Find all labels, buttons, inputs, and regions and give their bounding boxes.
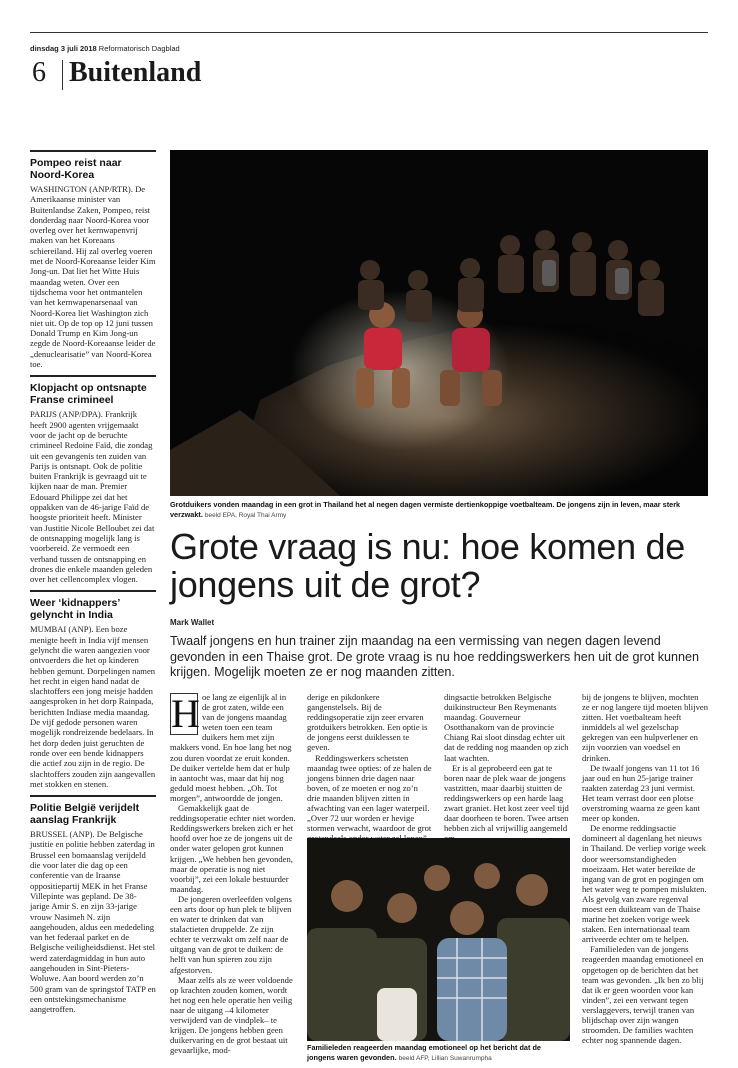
brief-body: WASHINGTON (ANP/RTR). De Amerikaanse minister van Buitenlandse Zaken, Pompeo, reist donderdag naar Noord-Korea voor overleg over het kernwapenvrij maken van het Koreaans schiereiland. Hij zal overleg voeren met de Noord-Koreaanse leider Kim Jong-un. Dat liet het Witte Huis maandag weten. Over een tijdschema voor het ontmantelen van het kernwapenarsenaal van Noord-Korea liet Washington zich niet uit. Op de top op 12 juni tussen Donald Trump en Kim Jong-un zegde de Noord-Koreaanse leider de „denuclearisatie” van Noord-Korea toe. (30, 184, 156, 370)
brief-title: Politie België verijdelt aanslag Frankrijk (30, 802, 140, 827)
article-column-3 (444, 692, 570, 843)
byline: Mark Wallet (170, 618, 215, 627)
relatives-photo-illustration (307, 838, 570, 1041)
paragraph: Er is al geprobeerd een gat te boren naar de plek waar de jongens vastzitten, maar daarbij stuitten de reddingswerkers op een harde laag zwart graniet. Het kost zeer veel tijd daar doorheen te boren. Twee artsen hebben zich al vrijwillig aangemeld (444, 762, 569, 834)
issue-date: dinsdag 3 juli 2018 (30, 44, 97, 53)
paragraph: Maar zelfs als ze weer voldoende op krachten zouden komen, wordt het nog een hele operatie hen veilig naar de uitgang –4 kilometer verwijderd van de vindplek– te krijgen. De jongens hebben geen duikervaring en de grot bestaat uit gevaarlijke, mod- (170, 974, 293, 1056)
paragraph: Reddingswerkers schetsten maandag twee opties: of ze halen de jongens binnen drie dagen naar boven, of ze moeten er nog zo’n drie maanden blijven zitten in afwachting van een lager waterpeil. „Over 72 uur worden er hevige stormen verwacht, waardoor de grot (307, 752, 432, 834)
cave-photo-illustration (170, 150, 708, 496)
paragraph: derige en pikdonkere gangenstelsels. Bij de reddingsoperatie zijn zeer ervaren grotduikers betrokken. Een optie is de jongens eerst duiklessen te geven. (307, 692, 428, 753)
brief-title: Pompeo reist naar Noord-Korea (30, 157, 122, 181)
dateline (30, 44, 180, 53)
paragraph: De twaalf jongens van 11 tot 16 jaar oud en hun 25-jarige trainer raakten zaterdag 23 juni vermist. Het team verrast door een plotse overstroming waarna ze geen kant meer op konden. (582, 762, 700, 824)
photo-caption-text: Grotduikers vonden maandag in een grot in Thailand het al negen dagen vermiste dertienkoppige voetbalteam. De jongens zijn in leven, maar sterk verzwakt. (170, 500, 681, 519)
paragraph: Gemakkelijk gaat de reddingsoperatie echter niet worden. Reddingswerkers breken zich er het hoofd over hoe ze de jongens uit de onder water gelopen grot kunnen krijgen. „We hebben hen gevonden, maar de operatie is nog niet voorbij”, zei een lokale bestuurder maandag. (170, 803, 296, 894)
article-column-4 (582, 692, 708, 1045)
relatives-caption-text: Familieleden reageerden maandag emotioneel op het bericht dat de jongens waren gevonden. (307, 1043, 541, 1062)
brief-belgie (30, 795, 156, 1014)
article-intro: Twaalf jongens en hun trainer zijn maandag na een vermissing van negen dagen levend gevonden in een Thaise grot. De grote vraag is nu hoe reddingswerkers hen uit de grot kunnen krijgen. Mogelijk moeten ze er nog maanden zitten. (170, 634, 700, 679)
photo-credit: beeld EPA, Royal Thai Army (204, 511, 287, 519)
paragraph: De jongeren overleefden volgens een arts door op hun plek te blijven en water te drinken dat van stalactieten druppelde. Ze zijn echter te verzwakt om zelf naar de uitgang van de grot te duiken: de helft van hun spieren zou zijn afgestorven. (170, 893, 292, 975)
article-column-2 (307, 692, 433, 854)
page-number: 6 (32, 57, 46, 88)
brief-body: MUMBAI (ANP). Een boze menigte heeft in India vijf mensen gelyncht die waren aangezien voor ontvoerders die het op kinderen hebben gemunt. Dorpelingen namen het recht in eigen hand nadat de slachtoffers een jong meisje hadden aangesproken in het dorp Rainpada, berichtten Indiase media maandag. De vijf gedode personen waren mogelijk rondreizende bedelaars. In het dorp deden juist geruchten de ronde over een bende kidnappers die actief zou zijn in de regio. De slachtoffers zouden zijn aangevallen met stokken en stenen. (30, 624, 156, 789)
brief-title: Klopjacht op ontsnapte Franse crimineel (30, 382, 147, 407)
article-headline: Grote vraag is nu: hoe komen de jongens uit de grot? (170, 526, 686, 605)
paragraph: bij de jongens te blijven, mochten ze er nog langere tijd moeten blijven zitten. Het voetbalteam heeft inmiddels al wel gezelschap gekregen van een hulpverlener en zijn voorzien van voedsel en drinken. (582, 692, 708, 763)
drop-cap: H (171, 691, 200, 736)
article-column-1 (170, 692, 296, 1055)
section-separator (62, 60, 63, 90)
relatives-photo (307, 838, 570, 1041)
news-briefs-sidebar (30, 150, 156, 1020)
brief-pompeo (30, 150, 156, 369)
newspaper-name: Reformatorisch Dagblad (98, 44, 180, 53)
paragraph: Familieleden van de jongens reageerden maandag emotioneel en opgetogen op de berichten dat het team was gevonden. „Ik ben zo blij dat ik er geen woorden voor kan vinden”, zei een verwant tegen verslaggevers, terwijl tranen van blijdschap over zijn wangen stroomden. De families wachten echter nog spannende dagen. (582, 944, 704, 1046)
brief-title: Weer ‘kidnappers’ gelyncht in India (30, 597, 120, 622)
top-rule (30, 32, 708, 33)
brief-body: PARIJS (ANP/DPA). Frankrijk heeft 2900 agenten vrijgemaakt voor de jacht op de beruchte crimineel Redoine Faïd, die zondag uit een gevangenis ten zuiden van Parijs is ontsnapt. Ook de politie buiten Frankrijk is gevraagd uit te kijken naar de man. Premier Edouard Philippe zei dat het oppakken van de 46-jarige Faïd de hoogste prioriteit heeft. Minister van Justitie Nicole Belloubet zei dat de ontsnapping mogelijk lang is voorbereid. Ze vermoedt een verband tussen de ontsnapping en drones die enkele maanden geleden over het cellencomplex vlogen. (30, 409, 155, 585)
paragraph: oe lang ze eigenlijk al in de grot zaten, wilde een van de jongens maandag weten toen een team duikers hem met zijn makkers vond. En hoe lang het nog zou duren voordat ze eruit konden. De duiker vertelde hem dat er hulp in aantocht was, maar dat hij nog geduld moest hebben. „Oh. Tot morgen”, antwoordde de jongen. (170, 692, 292, 803)
photo-caption (170, 500, 708, 520)
brief-klopjacht (30, 375, 156, 584)
paragraph: dingsactie betrokken Belgische duikinstructeur Ben Reymenants maandag. Gouverneur Osotthanakorn van de provincie Chiang Rai sloot dinsdag echter uit dat de redding nog maanden op zich laat wachten. (444, 692, 569, 763)
section-title: Buitenland (69, 57, 202, 88)
paragraph: De enorme reddingsactie domineert al dagenlang het nieuws in Thailand. De verliep vorige week door weersomstandigheden moeizaam. Het water bereikte de ingang van de grot en pogingen om het water weg te pompen mislukten. Als gevolg van zware regenval moest een duikteam van de Thaise marine het zoeken vorige week staken. Een internationaal team arriveerde echter om te helpen. (582, 823, 707, 945)
relatives-photo-caption (307, 1043, 570, 1063)
relatives-photo-credit: beeld AFP, Lillian Suwanrumpha (398, 1054, 492, 1062)
brief-india (30, 590, 156, 789)
cave-photo (170, 150, 708, 496)
brief-body: BRUSSEL (ANP). De Belgische justitie en politie hebben zaterdag in Brussel een bomaanslag verijdeld die voor later die dag op een conferentie van de Iraanse oppositiepartij MEK in het Franse Villepinte was gepland. De 38-jarige Amir S. en zijn 33-jarige vrouw Nasimeh N. zijn aangehouden, aldus een mededeling van het federaal parket en de Belgische veiligheidsdienst. Het stel werd zaterdagmiddag in hun auto aangehouden in Sint-Pieters-Woluwe. Aan boord werden zo’n 500 gram van de springstof TATP en een ontstekingsmechanisme aangetroffen. (30, 829, 156, 1015)
man-plaid-shirt (437, 938, 507, 1041)
